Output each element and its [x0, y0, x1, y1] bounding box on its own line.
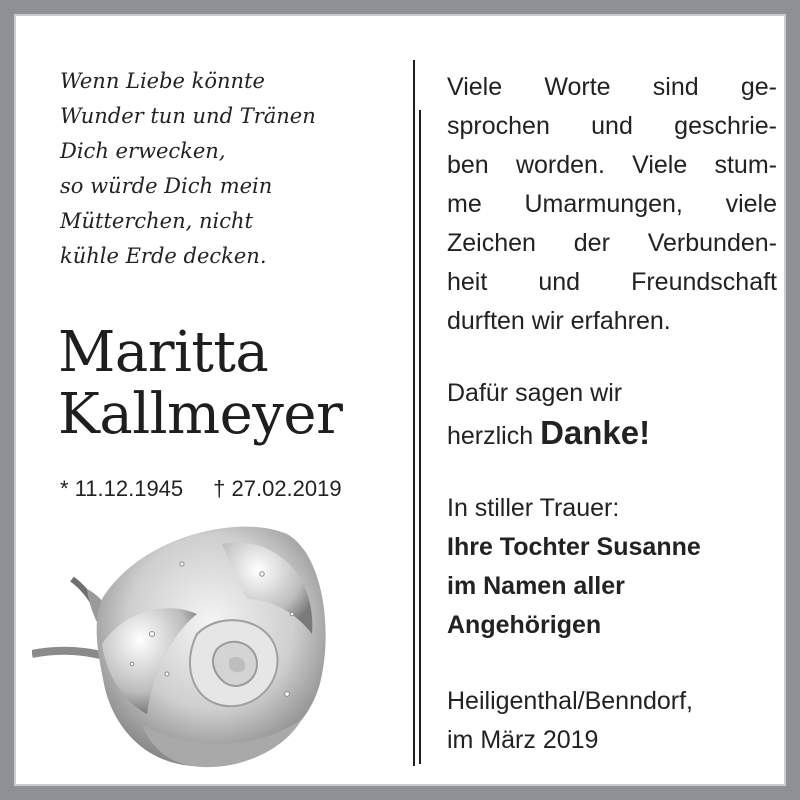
message-line: ben worden. Viele stum- [447, 151, 777, 179]
date: im März 2019 [447, 726, 599, 754]
mourner-line: Angehörigen [447, 611, 602, 639]
mourner-line: im Namen aller [447, 572, 625, 600]
place: Heiligenthal/Benndorf, [447, 687, 693, 715]
poem-line: kühle Erde decken. [60, 244, 267, 268]
rose-icon [32, 504, 362, 774]
poem-line: Dich erwecken, [60, 139, 226, 163]
poem-line: Wunder tun und Tränen [60, 104, 316, 128]
thanks-block [447, 374, 777, 456]
poem-line: so würde Dich mein [60, 174, 273, 198]
message-line: heit und Freundschaft [447, 268, 777, 296]
last-name: Kallmeyer [58, 382, 343, 447]
poem-line: Mütterchen, nicht [60, 209, 253, 233]
column-divider-inner [419, 110, 421, 764]
message-line: Zeichen der Verbunden- [447, 229, 777, 257]
message-line: me Umarmungen, viele [447, 190, 777, 218]
mourners-block [447, 489, 777, 645]
mourners-intro: In stiller Trauer: [447, 494, 620, 522]
thanks-emphasis: Danke! [540, 414, 651, 451]
message-paragraph [447, 68, 777, 341]
poem-line: Wenn Liebe könnte [60, 69, 265, 93]
column-divider [413, 60, 415, 766]
thanks-line-2 [447, 413, 777, 456]
mourner-line: Ihre Tochter Susanne [447, 533, 701, 561]
deceased-name [58, 322, 342, 446]
birth-date: * 11.12.1945 [60, 476, 184, 501]
message-line: sprochen und geschrie- [447, 112, 777, 140]
poem [60, 64, 390, 274]
death-date: † 27.02.2019 [213, 476, 342, 501]
thanks-line-1: Dafür sagen wir [447, 379, 623, 407]
first-name: Maritta [58, 320, 269, 385]
message-line: durften wir erfahren. [447, 307, 671, 335]
place-date-block [447, 682, 777, 760]
message-line: Viele Worte sind ge- [447, 73, 777, 101]
thanks-prefix: herzlich [447, 422, 541, 450]
life-dates [60, 476, 390, 502]
